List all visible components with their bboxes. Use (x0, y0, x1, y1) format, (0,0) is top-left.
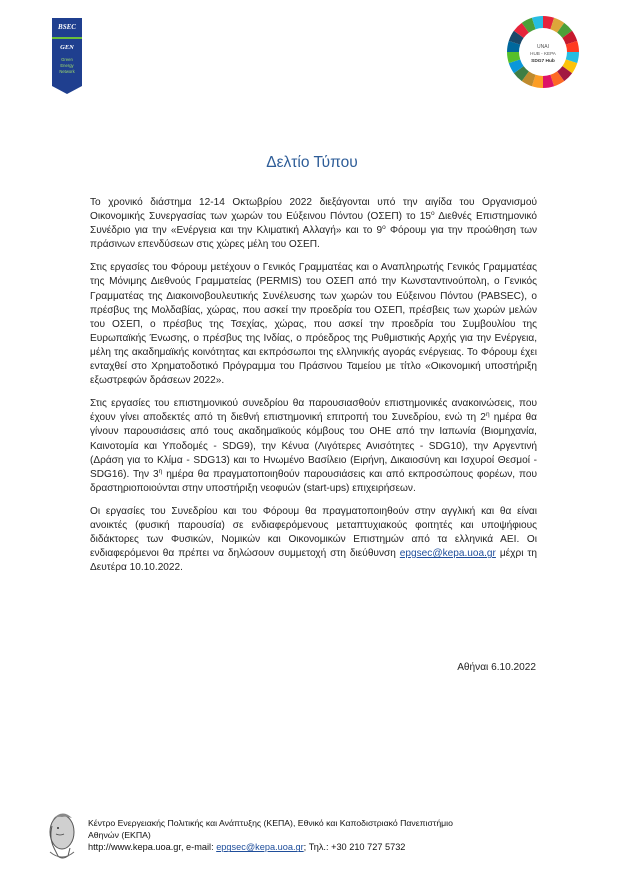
registration-email-link[interactable]: epgsec@kepa.uoa.gr (399, 548, 496, 560)
footer-email-link[interactable]: epgsec@kepa.uoa.gr (216, 842, 304, 853)
university-emblem-icon (44, 808, 78, 862)
footer-phone: ; Τηλ.: +30 210 727 5732 (303, 842, 406, 853)
unai-sdg7-hub-logo (505, 14, 581, 90)
footer-website-link[interactable]: http://www.kepa.uoa.gr (88, 842, 181, 853)
paragraph-1 (90, 196, 537, 252)
press-release-body (90, 196, 537, 584)
footer-line-1: Κέντρο Ενεργειακής Πολιτικής και Ανάπτυξης (ΚΕΠΑ), Εθνικό και Καποδιστριακό Πανεπιστήμιο (88, 818, 453, 828)
p3-text-c: ημέρα θα πραγματοποιηθούν παρουσιάσεις και από εκπροσώπους φορέων, που δραστηριοποιούνται στην υποστήριξη νεοφυών (start-ups) επιχειρήσεων. (90, 468, 537, 494)
p4-text-a: Οι εργασίες του Συνεδρίου και του Φόρουμ θα πραγματοποιηθούν στην αγγλική και θα είναι ανοικτές (φυσική παρουσία) σε ενδιαφερόμενους μεταπτυχιακούς φοιτητές και υποψήφιους διδάκτορες των Φυσικών, Νομικών και Οικονομικών Επιστημών από τα ελληνικά ΑΕΙ. Οι ενδιαφερόμενοι θα πρέπει να δηλώσουν συμμετοχή στη διεύθυνση (90, 505, 537, 560)
logo-text-network: Network (59, 69, 75, 74)
p1-text-a: Το χρονικό διάστημα 12-14 Οκτωβρίου 2022 διεξάγονται υπό την αιγίδα του Οργανισμού Οικονομικής Συνεργασίας των χωρών του Εύξεινου Πόντου (ΟΣΕΠ) το 15 (90, 197, 537, 223)
footer-line-3 (88, 841, 568, 853)
place-date: Αθήναι 6.10.2022 (457, 662, 536, 673)
paragraph-3 (90, 397, 537, 496)
p4-text-b: μέχρι τη Δευτέρα 10.10.2022. (90, 548, 537, 574)
logo-text-hub: HUB - KEPA (530, 51, 556, 56)
p3-superscript-2: η (158, 467, 163, 475)
p3-text-b: ημέρα θα γίνουν παρουσιάσεις από τους ακαδημαϊκούς κόμβους του ΟΗΕ από την Ιαπωνία (Βιομηχανία, Καινοτομία και Υποδομές - SDG9), την Κένυα (Λιγότερες Ανισότητες - SDG10), την Αργεντινή (Δράση για το Κλίμα - SDG13) και το Ηνωμένο Βασίλειο (Ειρήνη, Δικαιοσύνη και Ισχυροί Θεσμοί - SDG16). Την 3 (90, 412, 537, 480)
logo-text-unai: UNAI (537, 44, 549, 50)
document-title: Δελτίο Τύπου (266, 154, 358, 171)
footer-line-2: Αθηνών (ΕΚΠΑ) (88, 830, 151, 841)
logo-text-energy: Energy (60, 63, 74, 68)
p1-text-c: Φόρουμ για την προώθηση των πράσινων επενδύσεων στις χώρες μέλη του ΟΣΕΠ. (90, 225, 537, 251)
paragraph-2: Στις εργασίες του Φόρουμ μετέχουν ο Γενικός Γραμματέας και ο Αναπληρωτής Γενικός Γραμματέας της Μόνιμης Διεθνούς Γραμματείας (PERMIS) του ΟΣΕΠ από την Κωνσταντινούπολη, ο Γενικός Γραμματέας της Διακοινοβουλευτικής Συνέλευσης των χωρών του Εύξεινου Πόντου (PABSEC), ο πρέσβυς της Μολδαβίας, χώρας, που ασκεί την προεδρία του ΟΣΕΠ, πρέσβεις των χωρών μελών του ΟΣΕΠ, ο πρέσβυς της Τσεχίας, χώρας, που ασκεί την προεδρία του Συμβουλίου της Ευρωπαϊκής Ένωσης, ο πρέσβυς της Ινδίας, ο πρόεδρος της Ρυθμιστικής Αρχής για την Ενέργεια, μέλη της ακαδημαϊκής κοινότητας και εκπρόσωποι της ελληνικής αγοράς ενέργειας. Το Φόρουμ έχει ενταχθεί στο Χρηματοδοτικό Πρόγραμμα του Πράσινου Ταμείου με τίτλο «Οικονομική υποστήριξη εξωστρεφών δράσεων 2022». (90, 262, 537, 387)
logo-text-green: Green (61, 57, 73, 62)
logo-text-sdg7: SDG7 Hub (531, 59, 555, 64)
p3-text-a: Στις εργασίες του επιστημονικού συνεδρίου θα παρουσιασθούν επιστημονικές ανακοινώσεις, που έχουν γίνει αποδεκτές από τη διεθνή επιστημονική επιτροπή του Συνεδρίου, ενώ τη 2 (90, 398, 537, 424)
p1-superscript-1: ο (431, 210, 435, 218)
p1-text-b: Διεθνές Επιστημονικό Συνέδριο για την «Ενέργεια και την Κλιματική Αλλαγή» και το 9 (90, 211, 538, 237)
footer-email-label: , e-mail: (180, 842, 217, 853)
footer-contact (88, 817, 568, 854)
p1-superscript-2: ο (382, 224, 386, 232)
logo-text-bsec: BSEC (58, 23, 76, 31)
paragraph-4 (90, 505, 537, 575)
p3-superscript-1: η (485, 411, 490, 419)
bsec-gen-logo (52, 18, 82, 94)
logo-text-gen: GEN (60, 44, 74, 51)
logo-stripe (52, 37, 82, 39)
